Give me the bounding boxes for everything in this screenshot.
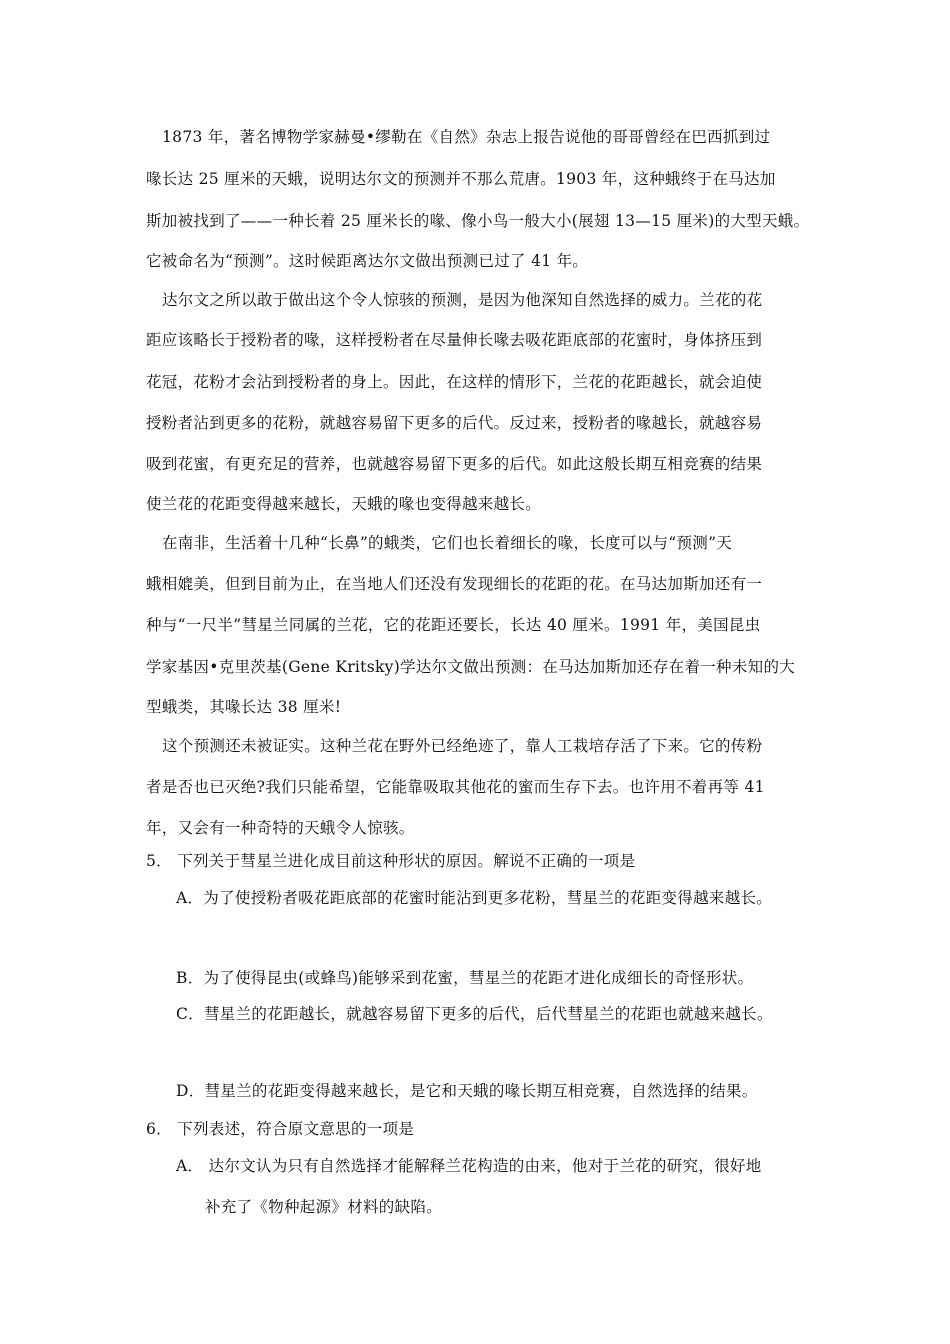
paragraph-4-line-3: 年，又会有一种奇特的天蛾令人惊骇。 xyxy=(146,819,415,837)
paragraph-1-line-4: 它被命名为“预测”。这时候距离达尔文做出预测已过了 41 年。 xyxy=(146,252,589,270)
paragraph-2-line-4: 授粉者沾到更多的花粉，就越容易留下更多的后代。反过来，授粉者的喙越长，就越容易 xyxy=(146,414,763,432)
paragraph-2-line-5: 吸到花蜜，有更充足的营养，也就越容易留下更多的后代。如此这般长期互相竞赛的结果 xyxy=(146,455,763,473)
paragraph-3-line-3: 种与“一尺半”彗星兰同属的兰花，它的花距还要长，长达 40 厘米。1991 年，美国昆虫 xyxy=(146,616,761,634)
question-5-stem: 5． 下列关于彗星兰进化成目前这种形状的原因。解说不正确的一项是 xyxy=(146,852,636,870)
paragraph-2-line-6: 使兰花的花距变得越来越长，天蛾的喙也变得越来越长。 xyxy=(146,495,542,513)
paragraph-1-line-1: 1873 年，著名博物学家赫曼•缪勒在《自然》杂志上报告说他的哥哥曾经在巴西抓到过 xyxy=(162,128,771,146)
question-5-option-b: B．为了使得昆虫(或蜂鸟)能够采到花蜜，彗星兰的花距才进化成细长的奇怪形状。 xyxy=(176,969,754,987)
paragraph-1-line-2: 喙长达 25 厘米的天蛾，说明达尔文的预测并不那么荒唐。1903 年，这种蛾终于在马达加 xyxy=(146,170,776,188)
paragraph-1-line-3: 斯加被找到了——一种长着 25 厘米长的喙、像小鸟一般大小(展翅 13—15 厘米)的大型天蛾。 xyxy=(146,212,810,230)
paragraph-3-line-1: 在南非，生活着十几种“长鼻”的蛾类，它们也长着细长的喙，长度可以与“预测”天 xyxy=(162,534,733,552)
paragraph-2-line-3: 花冠，花粉才会沾到授粉者的身上。因此，在这样的情形下，兰花的花距越长，就会迫使 xyxy=(146,373,763,391)
paragraph-3-line-5: 型蛾类，其喙长达 38 厘米! xyxy=(146,698,342,716)
paragraph-4-line-2: 者是否也已灭绝?我们只能希望，它能靠吸取其他花的蜜而生存下去。也许用不着再等 41 xyxy=(146,778,765,796)
question-5-option-c: C．彗星兰的花距越长，就越容易留下更多的后代，后代彗星兰的花距也就越来越长。 xyxy=(176,1005,773,1023)
question-6-option-a-line-1: A． 达尔文认为只有自然选择才能解释兰花构造的由来，他对于兰花的研究，很好地 xyxy=(176,1157,762,1175)
question-5-option-a: A．为了使授粉者吸花距底部的花蜜时能沾到更多花粉，彗星兰的花距变得越来越长。 xyxy=(176,889,773,907)
paragraph-2-line-2: 距应该略长于授粉者的喙，这样授粉者在尽量伸长喙去吸花距底部的花蜜时，身体挤压到 xyxy=(146,331,763,349)
question-6-stem: 6． 下列表述，符合原文意思的一项是 xyxy=(146,1120,415,1138)
question-5-option-d: D．彗星兰的花距变得越来越长，是它和天蛾的喙长期互相竞赛，自然选择的结果。 xyxy=(176,1082,758,1100)
question-6-option-a-line-2: 补充了《物种起源》材料的缺陷。 xyxy=(205,1198,443,1216)
paragraph-3-line-4: 学家基因•克里茨基(Gene Kritsky)学达尔文做出预测：在马达加斯加还存在着一种未知的大 xyxy=(146,658,796,676)
paragraph-4-line-1: 这个预测还未被证实。这种兰花在野外已经绝迹了，靠人工栽培存活了下来。它的传粉 xyxy=(162,737,763,755)
paragraph-2-line-1: 达尔文之所以敢于做出这个令人惊骇的预测，是因为他深知自然选择的威力。兰花的花 xyxy=(162,291,763,309)
paragraph-3-line-2: 蛾相媲美，但到目前为止，在当地人们还没有发现细长的花距的花。在马达加斯加还有一 xyxy=(146,575,763,593)
